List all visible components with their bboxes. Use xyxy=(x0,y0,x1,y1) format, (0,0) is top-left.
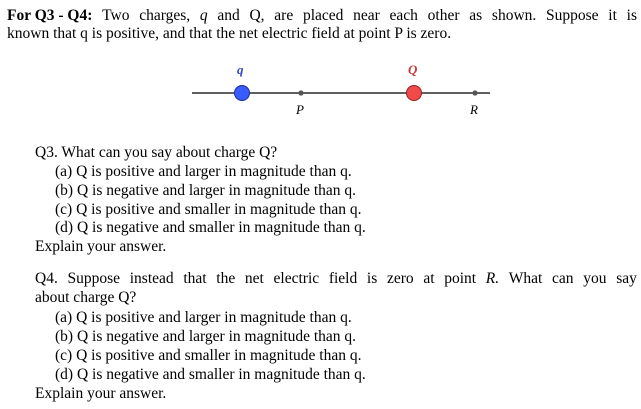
intro-line-1 xyxy=(7,7,637,25)
intro-word: each xyxy=(389,7,418,24)
q4-word: electric xyxy=(273,270,320,287)
point-r-label: R xyxy=(470,102,478,117)
intro-word: near xyxy=(353,7,380,24)
q4-word: What xyxy=(508,270,543,287)
intro-heading: For Q3 - Q4: xyxy=(7,7,93,24)
q4-word: zero xyxy=(386,270,414,287)
q3-option-a: (a) Q is positive and larger in magnitude than q. xyxy=(55,163,352,180)
q4-word: field xyxy=(328,270,358,287)
q4-option-c: (c) Q is positive and smaller in magnitude than q. xyxy=(55,347,362,364)
q4-word: you xyxy=(583,270,607,287)
q4-word: Q4. xyxy=(35,270,58,287)
intro-word: is xyxy=(626,7,637,24)
intro-word: placed xyxy=(302,7,344,24)
intro-word: shown. xyxy=(491,7,537,24)
intro-word: charges, xyxy=(139,7,191,24)
q4-prompt-line-2: about charge Q? xyxy=(35,289,137,306)
point-p-dot xyxy=(298,90,303,95)
q4-word: net xyxy=(244,270,264,287)
intro-word: as xyxy=(469,7,483,24)
charge-q-label: q xyxy=(237,62,244,77)
intro-word: q xyxy=(199,7,208,24)
q4-word: R. xyxy=(485,270,500,287)
q4-prompt-line-1 xyxy=(35,270,637,288)
q4-word: Suppose xyxy=(67,270,121,287)
q4-option-b: (b) Q is negative and larger in magnitude than q. xyxy=(55,328,357,345)
intro-line-2: known that q is positive, and that the net electric field at point P is zero. xyxy=(7,25,452,42)
q4-word: the xyxy=(216,270,236,287)
intro-word: it xyxy=(608,7,617,24)
intro-word: Q, xyxy=(249,7,265,24)
charge-big-q-marker xyxy=(407,86,422,101)
q4-word: is xyxy=(366,270,378,287)
q3-prompt: Q3. What can you say about charge Q? xyxy=(35,144,278,161)
intro-word: other xyxy=(427,7,460,24)
q4-option-d: (d) Q is negative and smaller in magnitude than q. xyxy=(55,366,366,383)
q3-explain: Explain your answer. xyxy=(35,238,167,255)
q4-option-a: (a) Q is positive and larger in magnitude than q. xyxy=(55,309,352,326)
q4-word: instead xyxy=(129,270,174,287)
point-r-dot xyxy=(472,90,477,95)
q3-option-d: (d) Q is negative and smaller in magnitude than q. xyxy=(55,219,366,236)
q4-word: at xyxy=(423,270,435,287)
intro-word: Two xyxy=(102,7,130,24)
charge-big-q-label: Q xyxy=(408,62,418,77)
q3-option-c: (c) Q is positive and smaller in magnitude than q. xyxy=(55,201,362,218)
q3-option-b: (b) Q is negative and larger in magnitude than q. xyxy=(55,182,357,199)
charge-q-marker xyxy=(235,86,250,101)
intro-word: and xyxy=(217,7,240,24)
intro-word: Suppose xyxy=(546,7,599,24)
q4-explain: Explain your answer. xyxy=(35,385,167,402)
q4-word: say xyxy=(616,270,637,287)
q4-word: can xyxy=(552,270,574,287)
q4-word: that xyxy=(183,270,207,287)
q4-word: point xyxy=(444,270,477,287)
point-p-label: P xyxy=(296,102,304,117)
intro-word: are xyxy=(274,7,294,24)
